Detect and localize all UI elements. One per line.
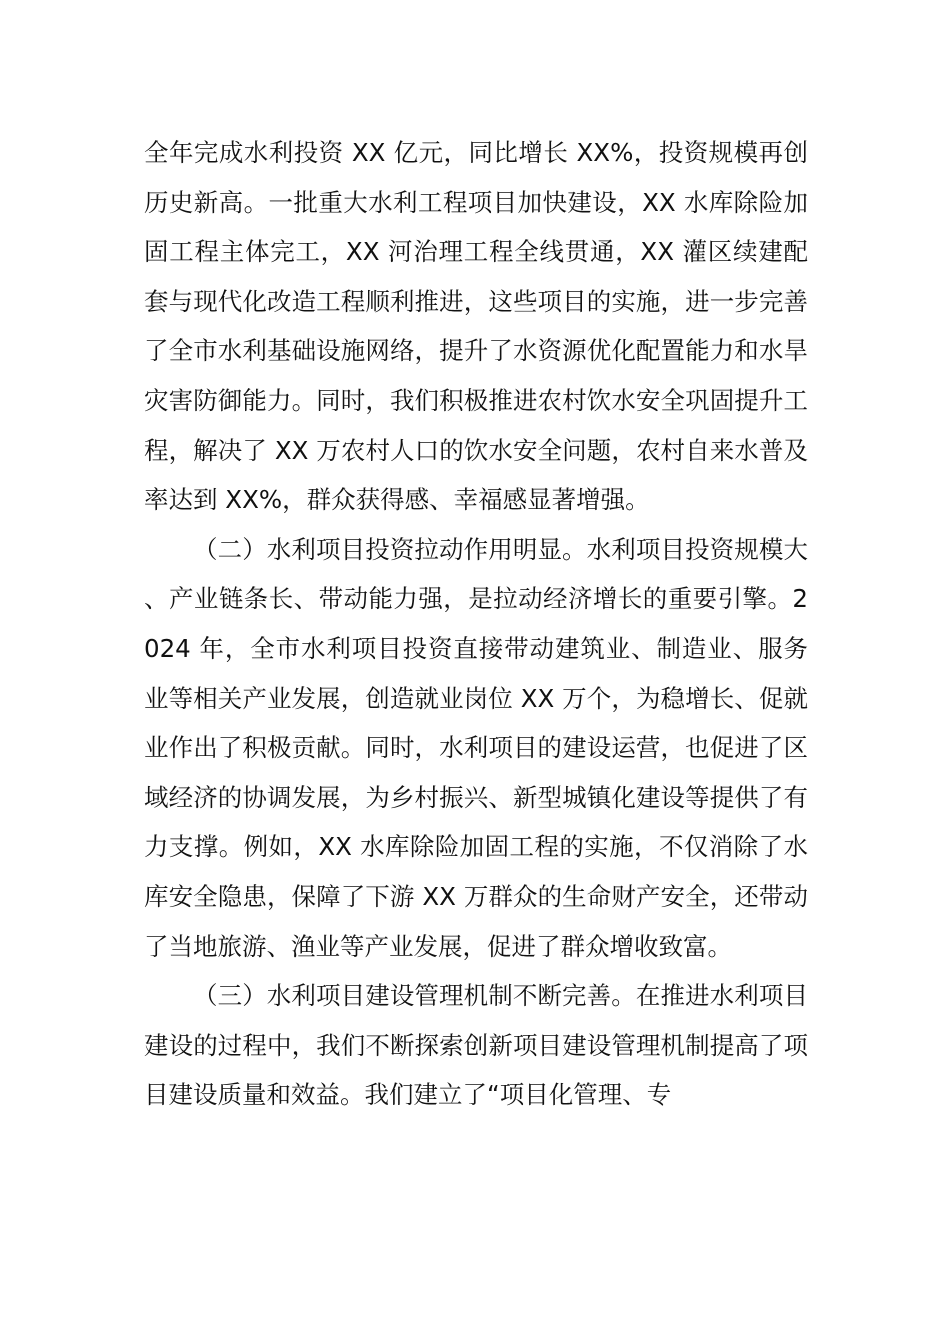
paragraph-continued: 全年完成水利投资 XX 亿元，同比增长 XX%，投资规模再创历史新高。一批重大水利工程项目加快建设，XX 水库除险加固工程主体完工，XX 河治理工程全线贯通，XX 灌区续建配套与现代化改造工程顺利推进，这些项目的实施，进一步完善了全市水利基础设施网络，提升了水资源优化配置能力和水旱灾害防御能力。同时，我们积极推进农村饮水安全巩固提升工程，解决了 XX 万农村人口的饮水安全问题，农村自来水普及率达到 XX%，群众获得感、幸福感显著增强。: [144, 138, 808, 515]
paragraph-section-3: （三）水利项目建设管理机制不断完善。在推进水利项目建设的过程中，我们不断探索创新项目建设管理机制提高了项目建设质量和效益。我们建立了“项目化管理、专: [144, 981, 808, 1110]
document-body: [144, 128, 808, 1120]
paragraph-section-2: （二）水利项目投资拉动作用明显。水利项目投资规模大、产业链条长、带动能力强，是拉动经济增长的重要引擎。2024 年，全市水利项目投资直接带动建筑业、制造业、服务业等相关产业发展，创造就业岗位 XX 万个，为稳增长、促就业作出了积极贡献。同时，水利项目的建设运营，也促进了区域经济的协调发展，为乡村振兴、新型城镇化建设等提供了有力支撑。例如，XX 水库除险加固工程的实施，不仅消除了水库安全隐患，保障了下游 XX 万群众的生命财产安全，还带动了当地旅游、渔业等产业发展，促进了群众增收致富。: [144, 534, 808, 961]
